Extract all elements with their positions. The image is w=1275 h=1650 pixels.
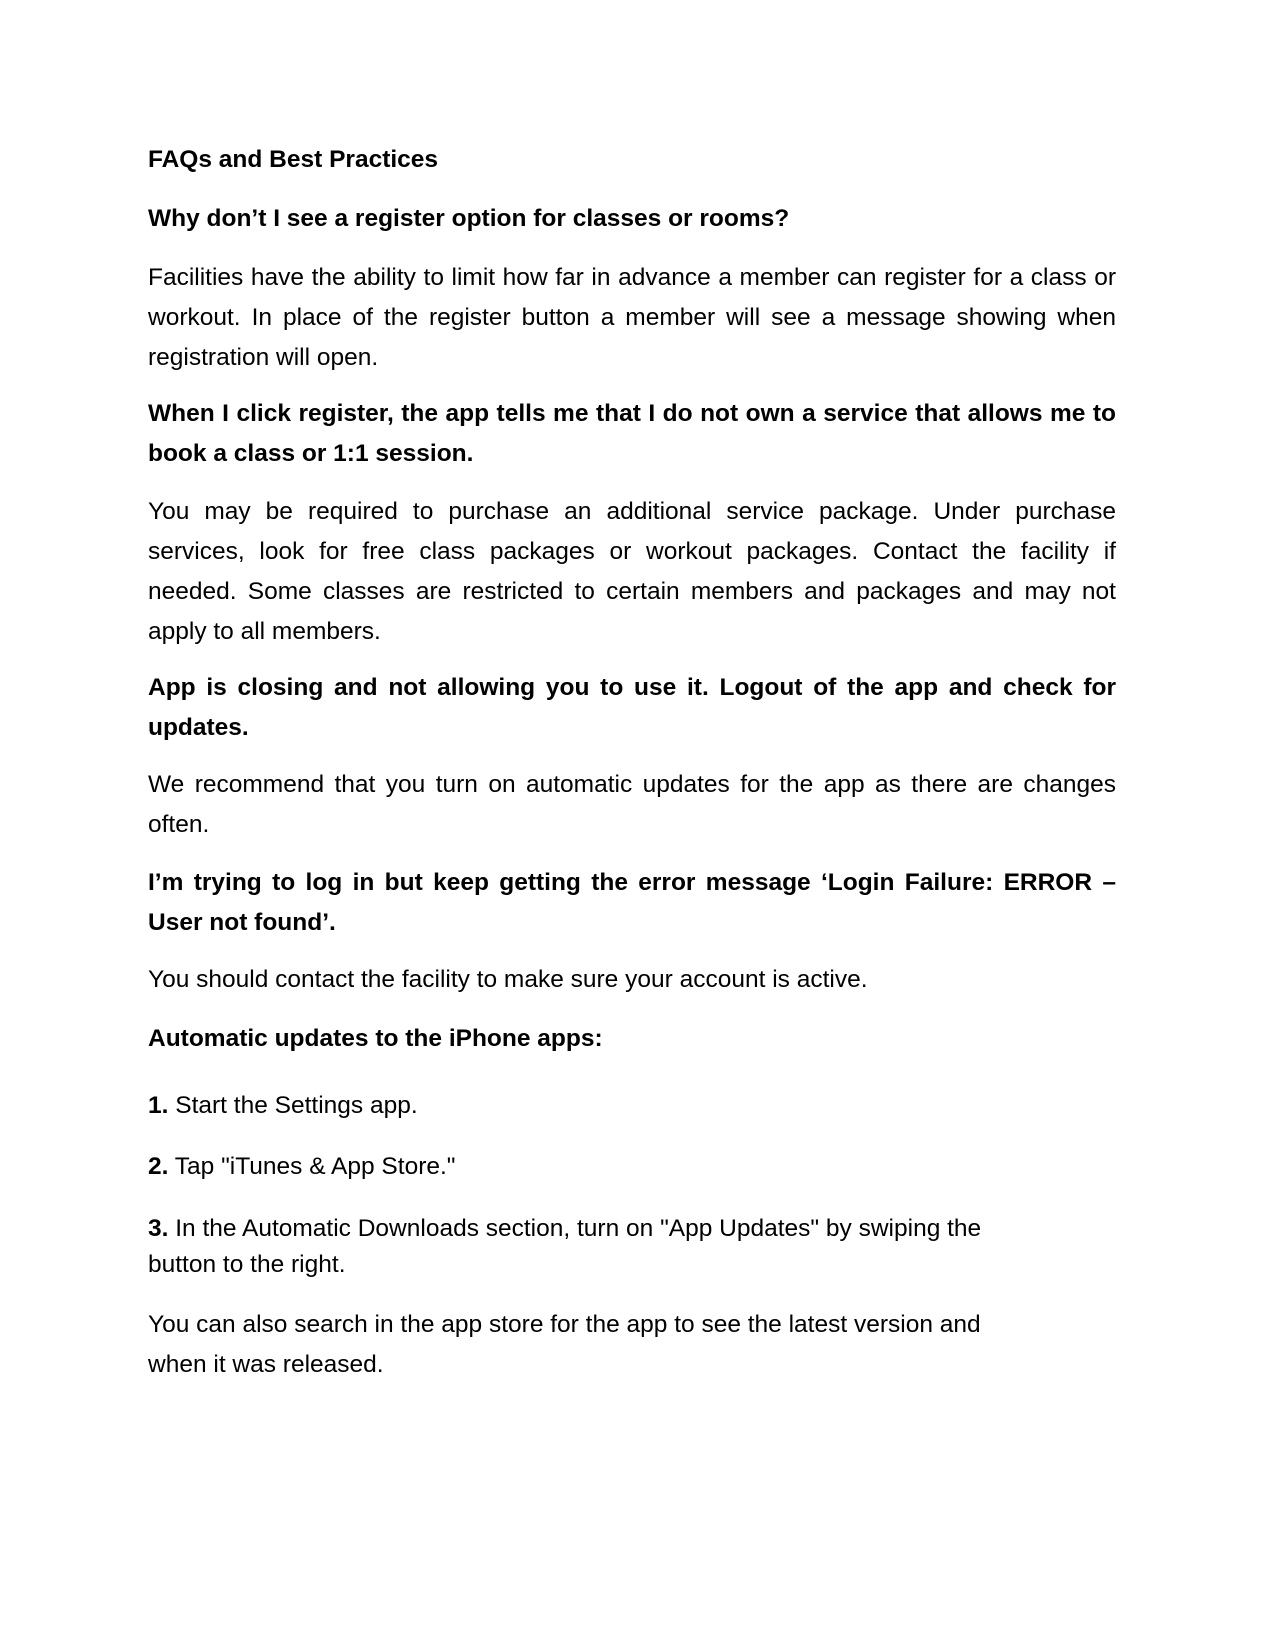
update-step-2 xyxy=(148,1149,1116,1185)
step-text: Tap "iTunes & App Store." xyxy=(168,1153,456,1180)
update-step-3 xyxy=(148,1211,1038,1283)
step-text: Start the Settings app. xyxy=(168,1092,418,1119)
faq-question-1: Why don’t I see a register option for classes or rooms? xyxy=(148,205,790,232)
updates-heading: Automatic updates to the iPhone apps: xyxy=(148,1025,603,1052)
step-text: In the Automatic Downloads section, turn on "App Updates" by swiping the button to the right. xyxy=(148,1215,982,1278)
faq-question-4: I’m trying to log in but keep getting the error message ‘Login Failure: ERROR – User not found’. xyxy=(148,869,1116,936)
step-number: 1. xyxy=(148,1092,169,1119)
faq-answer-3: We recommend that you turn on automatic updates for the app as there are changes often. xyxy=(148,771,1116,838)
faq-question-2: When I click register, the app tells me that I do not own a service that allows me to book a class or 1:1 session. xyxy=(148,400,1116,467)
step-number: 2. xyxy=(148,1153,169,1180)
faq-answer-4: You should contact the facility to make sure your account is active. xyxy=(148,966,868,993)
update-step-1 xyxy=(148,1088,1116,1124)
faq-question-3: App is closing and not allowing you to use it. Logout of the app and check for updates. xyxy=(148,674,1116,741)
document-page xyxy=(148,0,1116,1650)
faq-answer-2: You may be required to purchase an additional service package. Under purchase services, look for free class packages or workout packages. Contact the facility if needed. Some classes are restricted to certain members and packages and may not apply to all members. xyxy=(148,498,1116,645)
updates-footer: You can also search in the app store for the app to see the latest version and when it was released. xyxy=(148,1311,981,1378)
page-title: FAQs and Best Practices xyxy=(148,146,439,173)
step-number: 3. xyxy=(148,1215,169,1242)
faq-answer-1: Facilities have the ability to limit how far in advance a member can register for a class or workout. In place of the register button a member will see a message showing when registration will open. xyxy=(148,264,1116,371)
